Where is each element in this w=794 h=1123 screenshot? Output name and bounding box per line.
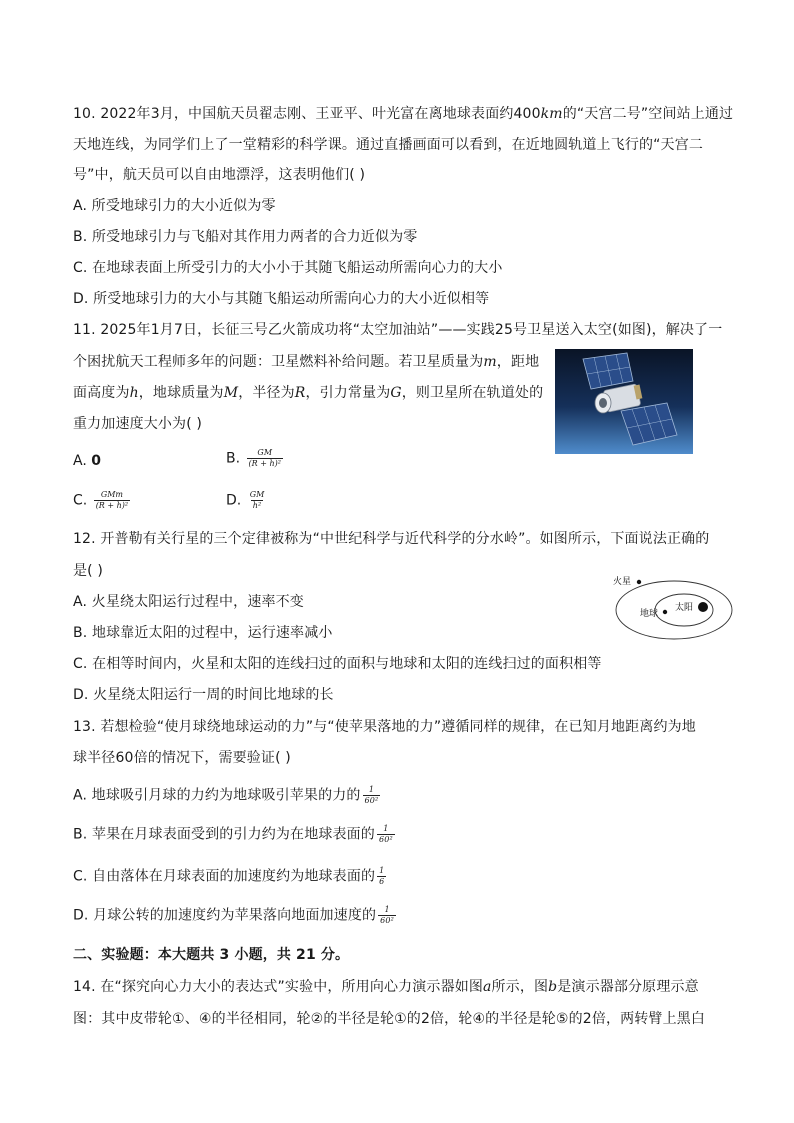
q11-option-b[interactable]: B. $\frac{GM}{\text{(R + h)²}}$: [226, 448, 281, 468]
q11-line1: 11. 2025年1月7日，长征三号乙火箭成功将“太空加油站”——实践25号卫星送入太空(如图)，解决了一: [73, 322, 723, 338]
q11-line4: 重力加速度大小为( ): [73, 416, 203, 432]
q12-line2: 是( ): [73, 563, 103, 579]
q13-line1: 13. 若想检验“使月球绕地球运动的力”与“使苹果落地的力”遵循同样的规律，在已知月地距离约为地: [73, 719, 696, 735]
mars-icon: [637, 580, 641, 584]
q12-line1: 12. 开普勒有关行星的三个定律被称为“中世纪科学与近代科学的分水岭”。如图所示，下面说法正确的: [73, 531, 710, 547]
q11-option-d[interactable]: D. $\frac{GM}{\text{h²}}$: [226, 490, 265, 510]
q10-distance-number: 400: [513, 106, 541, 122]
q11-option-c[interactable]: C. $\frac{\text{GMm}}{\text{(R + h)²}}$: [73, 490, 129, 510]
q11-line2: 个困扰航天工程师多年的问题：卫星燃料补给问题。若卫星质量为m，距地: [73, 354, 540, 370]
q10-option-a[interactable]: A. 所受地球引力的大小近似为零: [73, 198, 276, 214]
mars-orbit: [616, 581, 732, 639]
q10-line2: 天地连线，为同学们上了一堂精彩的科学课。通过直播画面可以看到，在近地圆轨道上飞行的“天宫二: [73, 137, 703, 153]
q10-option-b[interactable]: B. 所受地球引力与飞船对其作用力两者的合力近似为零: [73, 229, 418, 245]
q12-option-a[interactable]: A. 火星绕太阳运行过程中，速率不变: [73, 594, 304, 610]
q13-option-d[interactable]: D. 月球公转的加速度约为苹果落向地面加速度的 $\frac{1}{\text{60²}}$: [73, 905, 394, 925]
q10-line3: 号”中，航天员可以自由地漂浮，这表明他们( ): [73, 167, 366, 183]
sun-icon: [698, 602, 708, 612]
q10-option-c[interactable]: C. 在地球表面上所受引力的大小小于其随飞船运动所需向心力的大小: [73, 260, 503, 276]
orbit-diagram: [612, 572, 734, 642]
q11-option-d-fraction: $\frac{GM}{\text{h²}}$: [249, 490, 265, 510]
q11-option-b-fraction: $\frac{GM}{\text{(R + h)²}}$: [248, 448, 281, 468]
q11-option-c-fraction: $\frac{\text{GMm}}{\text{(R + h)²}}$: [95, 490, 129, 510]
q13-option-a[interactable]: A. 地球吸引月球的力约为地球吸引苹果的力的 $\frac{1}{\text{60²}}$: [73, 785, 379, 805]
mars-label: 火星: [613, 577, 632, 587]
q13-option-d-fraction: $\frac{1}{\text{60²}}$: [380, 905, 394, 925]
q12-option-b[interactable]: B. 地球靠近太阳的过程中，运行速率减小: [73, 625, 333, 641]
q14-line2: 图：其中皮带轮①、④的半径相同，轮②的半径是轮①的2倍，轮④的半径是轮⑤的2倍，两转臂上黑白: [73, 1011, 706, 1027]
q12-option-d[interactable]: D. 火星绕太阳运行一周的时间比地球的长: [73, 687, 334, 703]
q10-line1: 10. 2022年3月，中国航天员翟志刚、王亚平、叶光富在离地球表面约400km的“天宫二号”空间站上通过: [73, 106, 734, 122]
section-heading: 二、实验题：本大题共 3 小题，共 21 分。: [73, 947, 350, 963]
earth-icon: [663, 610, 667, 614]
q13-line2: 球半径60倍的情况下，需要验证( ): [73, 750, 291, 766]
q13-option-b-fraction: $\frac{1}{\text{60²}}$: [378, 824, 393, 844]
q13-option-c-fraction: $\frac{1}{6}$: [379, 866, 385, 886]
q10-distance-unit: km: [540, 106, 563, 122]
q11-option-a[interactable]: A. 0: [73, 453, 101, 469]
sun-label: 太阳: [675, 603, 694, 613]
q13-option-c[interactable]: C. 自由落体在月球表面的加速度约为地球表面的 $\frac{1}{6}$: [73, 866, 385, 886]
q13-option-a-fraction: $\frac{1}{\text{60²}}$: [364, 785, 379, 805]
earth-label: 地球: [640, 609, 659, 619]
q14-line1: 14. 在“探究向心力大小的表达式”实验中，所用向心力演示器如图a所示，图b是演示器部分原理示意: [73, 979, 699, 995]
q13-option-b[interactable]: B. 苹果在月球表面受到的引力约为在地球表面的 $\frac{1}{\text{60²}}$: [73, 824, 393, 844]
q10-option-d[interactable]: D. 所受地球引力的大小与其随飞船运动所需向心力的大小近似相等: [73, 291, 490, 307]
satellite-image: [555, 349, 693, 454]
q11-line3: 面高度为h，地球质量为M，半径为R，引力常量为G，则卫星所在轨道处的: [73, 385, 544, 401]
q12-option-c[interactable]: C. 在相等时间内，火星和太阳的连线扫过的面积与地球和太阳的连线扫过的面积相等: [73, 656, 602, 672]
